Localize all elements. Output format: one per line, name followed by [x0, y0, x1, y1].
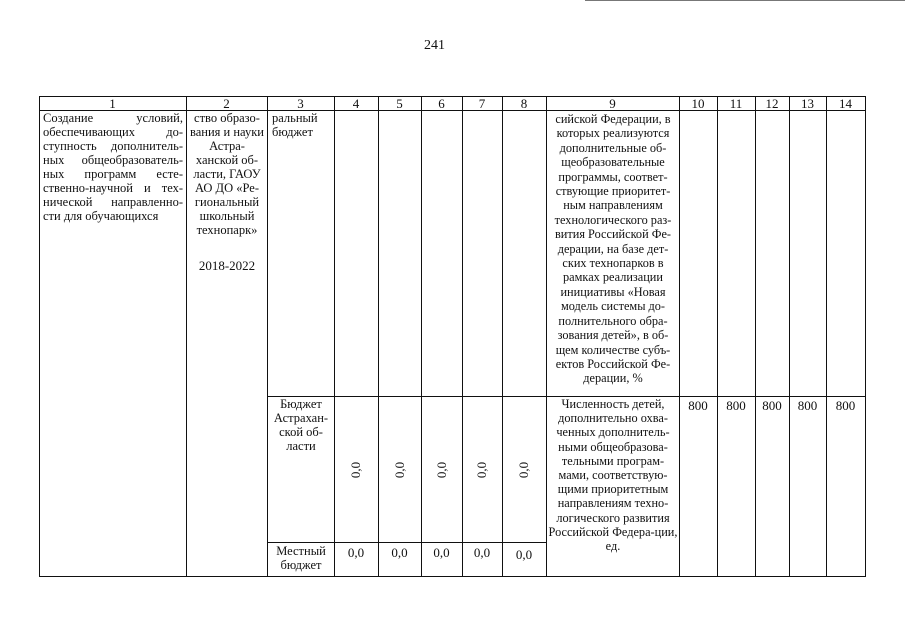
- indicator-children-count: Численность детей, дополнительно охва-ченных дополнитель-ными общеобразова-тельными програм-мами, соответствую-щими приоритетным направлениям техно-логического развития Российской Федера-ции, ед.: [548, 397, 678, 554]
- regional-budget-2019: 0,0: [392, 461, 407, 479]
- col-header-14: 14: [839, 96, 852, 111]
- col-header-13: 13: [801, 96, 814, 111]
- target-value-2019: 800: [726, 398, 746, 413]
- local-budget-2019: 0,0: [391, 545, 408, 560]
- col-header-4: 4: [352, 96, 360, 111]
- col-header-3: 3: [297, 96, 304, 111]
- col-header-12: 12: [765, 96, 779, 111]
- regional-budget-2022: 0,0: [516, 461, 531, 479]
- indicator-share-of-regions: сийской Федерации, в которых реализуются дополнительные об-щеобразовательные программы, соответ-ствующие приоритет-ным направлениям технологического раз-вития Российской Фе-дерации, на базе дет-ских технопарков в рамках реализации инициативы «Новая модель системы до-полнительного обра-зования детей», в об-щем количестве субъ-ектов Российской Фе-дерации, %: [554, 112, 672, 386]
- funding-source-local: Местный бюджет: [276, 544, 326, 572]
- regional-budget-2018: 0,0: [348, 461, 363, 479]
- budget-table: [39, 96, 865, 576]
- target-value-2021: 800: [797, 398, 818, 413]
- col-header-10: 10: [691, 96, 705, 111]
- target-value-2020: 800: [762, 398, 782, 413]
- local-budget-2021: 0,0: [473, 545, 491, 560]
- local-budget-2018: 0,0: [347, 545, 365, 560]
- col-header-6: 6: [438, 96, 445, 111]
- col-header-1: 1: [109, 96, 116, 111]
- responsible-executor: ство образо-вания и науки Астра-ханской об-ласти, ГАОУ АО ДО «Ре-гиональный школьный технопарк»: [190, 111, 264, 237]
- regional-budget-2021: 0,0: [474, 461, 489, 479]
- col-header-5: 5: [396, 96, 403, 111]
- funding-source-federal: ральный бюджет: [272, 111, 318, 139]
- activity-description: Создание условий, обеспечивающих до-ступность дополнитель-ных общеобразователь-ных программ есте-ственно-научной и тех-нической направленно-сти для обучающихся: [43, 111, 183, 223]
- target-value-2022: 800: [835, 398, 856, 413]
- col-header-9: 9: [609, 96, 616, 111]
- funding-source-regional: Бюджет Астрахан-ской об-ласти: [273, 397, 329, 453]
- regional-budget-2020: 0,0: [434, 461, 449, 479]
- col-header-11: 11: [729, 96, 743, 111]
- implementation-period: 2018-2022: [198, 258, 256, 273]
- local-budget-2020: 0,0: [433, 545, 450, 560]
- top-rule: [585, 0, 905, 1]
- col-header-8: 8: [520, 96, 528, 111]
- target-value-2018: 800: [688, 398, 708, 413]
- page-number: 241: [424, 38, 445, 53]
- col-header-7: 7: [478, 96, 486, 111]
- local-budget-2022: 0,0: [515, 547, 533, 562]
- col-header-2: 2: [223, 96, 230, 111]
